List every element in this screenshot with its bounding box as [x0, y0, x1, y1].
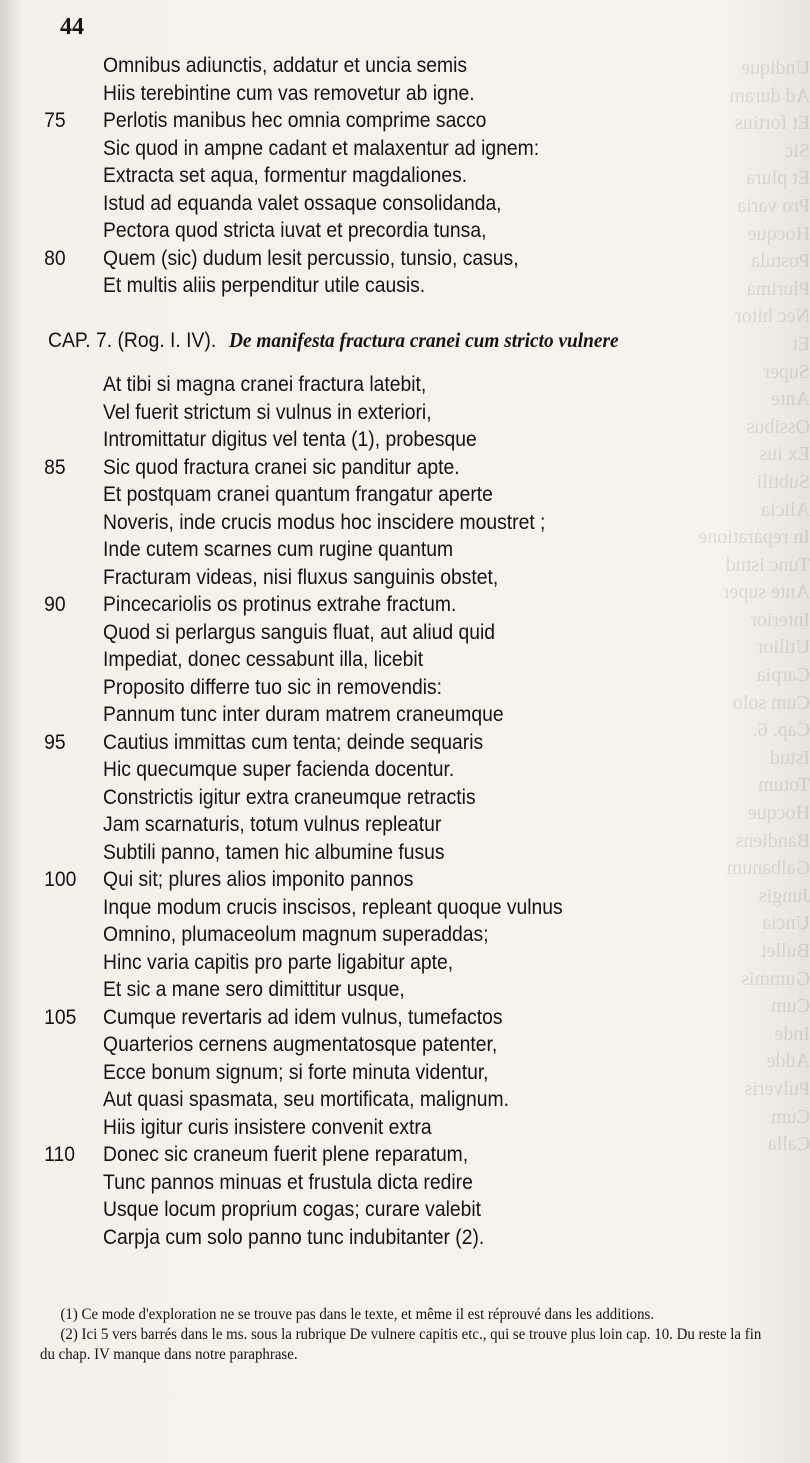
- bleed-through-line: Calla: [767, 1133, 810, 1156]
- verse-line: [0, 1196, 736, 1224]
- footnote-1: (1) Ce mode d'exploration ne se trouve pas dans le texte, et même il est réprouvé dans les additions.: [60, 1306, 655, 1323]
- verse-line: [0, 784, 736, 812]
- bleed-through-line: Et fortius: [735, 112, 810, 135]
- bleed-through-line: Bullet: [761, 940, 810, 962]
- verse-text: Quarterios cernens augmentatosque patenter,: [103, 1033, 498, 1056]
- verses-before-chapter: [0, 52, 736, 300]
- verse-text: Cautius immittas cum tenta; deinde sequaris: [103, 730, 484, 754]
- verse-line: [0, 272, 736, 300]
- verse-line: [0, 426, 736, 454]
- verse-line: [0, 619, 736, 647]
- verse-text: Tunc pannos minuas et frustula dicta redire: [103, 1170, 473, 1194]
- verse-text: Constrictis igitur extra craneumque retractis: [103, 785, 476, 809]
- bleed-through-line: In reparatione: [698, 526, 810, 549]
- verse-text: Qui sit; plures alios imponito pannos: [103, 868, 414, 891]
- verse-number: 110: [44, 1143, 75, 1166]
- verses-after-chapter: [0, 371, 736, 1251]
- verse-line: [0, 162, 736, 190]
- verse-text: Ecce bonum signum; si forte minuta videntur,: [103, 1060, 489, 1084]
- verse-line: [0, 1114, 736, 1142]
- verse-line: [0, 756, 736, 784]
- bleed-through-line: Hocque: [747, 222, 810, 245]
- footnote-2: (2) Ici 5 vers barrés dans le ms. sous la rubrique De vulnere capitis etc., qui se trouve plus loin cap. 10. Du reste la fin du chap. IV manque dans notre paraphrase.: [40, 1326, 762, 1363]
- chapter-label: CAP. 7. (Rog. I. IV).: [48, 329, 217, 352]
- verse-line: [0, 1169, 736, 1197]
- verse-line: [0, 1141, 736, 1169]
- bleed-through-line: Pulveris: [744, 1077, 810, 1100]
- verse-line: [0, 1224, 736, 1252]
- verse-text: Pannum tunc inter duram matrem craneumque: [103, 703, 504, 726]
- bleed-through-line: Pro varia: [737, 194, 810, 217]
- bleed-through-line: Super: [763, 360, 810, 383]
- verse-text: Fracturam videas, nisi fluxus sanguinis obstet,: [103, 565, 499, 589]
- verse-text: Subtili panno, tamen hic albumine fusus: [103, 840, 445, 864]
- verse-text: Et multis aliis perpenditur utile causis.: [103, 274, 426, 297]
- bleed-through-line: Cum solo: [732, 691, 810, 714]
- verse-text: Omnibus adiunctis, addatur et uncia semis: [103, 54, 468, 77]
- bleed-through-line: Et: [792, 332, 810, 355]
- bleed-through-line: Subtili: [756, 470, 810, 493]
- verse-line: [0, 591, 736, 619]
- verse-text: Istud ad equanda valet ossaque consolidanda,: [103, 191, 502, 215]
- page-number: 44: [60, 14, 84, 40]
- footnotes: [40, 1305, 765, 1365]
- verse-line: [0, 1031, 736, 1059]
- verse-line: [0, 454, 736, 482]
- verse-text: Carpja cum solo panno tunc indubitanter (2).: [103, 1225, 485, 1249]
- verse-text: At tibi si magna cranei fractura latebit,: [103, 373, 427, 396]
- verse-number: 95: [44, 730, 66, 754]
- bleed-through-line: Ante: [771, 388, 810, 411]
- bleed-through-line: Adde: [766, 1050, 810, 1073]
- verse-line: [0, 866, 736, 894]
- chapter-heading: [48, 328, 729, 353]
- verse-text: Intromittatur digitus vel tenta (1), probesque: [103, 428, 477, 451]
- verse-text: Hinc varia capitis pro parte ligabitur apte,: [103, 950, 454, 974]
- bleed-through-line: Tunc istud: [725, 553, 810, 576]
- verse-line: [0, 80, 736, 108]
- verse-text: Jam scarnaturis, totum vulnus repleatur: [103, 813, 442, 836]
- verse-text: Et sic a mane sero dimittitur usque,: [103, 978, 405, 1001]
- verse-text: Hiis igitur curis insistere convenit extra: [103, 1115, 432, 1139]
- verse-line: [0, 371, 736, 399]
- verse-text: Proposito differre tuo sic in removendis:: [103, 675, 443, 699]
- verse-line: [0, 646, 736, 674]
- bleed-through-line: Et plura: [746, 167, 810, 190]
- bleed-through-line: Cum: [771, 995, 810, 1018]
- verse-text: Hic quecumque super facienda docentur.: [103, 758, 455, 781]
- verse-line: [0, 1059, 736, 1087]
- verse-number: 105: [44, 1005, 77, 1029]
- bleed-through-line: Utilior: [756, 636, 810, 659]
- verse-line: [0, 52, 736, 80]
- verse-number: 100: [44, 868, 77, 891]
- verse-number: 80: [44, 246, 66, 270]
- verse-line: [0, 190, 736, 218]
- bleed-through-line: Cap. 6.: [752, 719, 810, 742]
- bleed-through-line: Jungis: [758, 884, 810, 907]
- verse-line: [0, 921, 736, 949]
- bleed-through-line: Ossibus: [746, 415, 810, 438]
- verse-line: [0, 107, 736, 135]
- verse-line: [0, 1086, 736, 1114]
- verse-line: [0, 399, 736, 427]
- verse-line: [0, 564, 736, 592]
- bleed-through-line: Inde: [774, 1022, 810, 1045]
- bleed-through-line: Galbanum: [726, 857, 810, 880]
- bleed-through-line: Sic: [784, 139, 810, 162]
- bleed-through-line: Carpia: [756, 664, 810, 687]
- bleed-through-line: Hocque: [747, 802, 810, 825]
- verse-text: Quem (sic) dudum lesit percussio, tunsio, casus,: [103, 246, 519, 270]
- verse-text: Pectora quod stricta iuvat et precordia tunsa,: [103, 219, 487, 242]
- bleed-through-line: Ante super: [722, 581, 810, 604]
- bleed-through-line: Istud: [770, 746, 810, 769]
- bleed-through-line: Ad duram: [729, 84, 810, 107]
- verse-line: [0, 245, 736, 273]
- verse-text: Sic quod fractura cranei sic panditur apte.: [103, 455, 460, 479]
- bleed-through-line: Ex ius: [759, 443, 810, 466]
- verse-line: [0, 839, 736, 867]
- bleed-through-line: Alicia: [761, 498, 810, 521]
- verse-line: [0, 701, 736, 729]
- verse-text: Donec sic craneum fuerit plene reparatum,: [103, 1143, 469, 1166]
- verse-text: Usque locum proprium cogas; curare valebit: [103, 1198, 482, 1221]
- bleed-through-line: Uncia: [762, 912, 810, 935]
- verse-text: Perlotis manibus hec omnia comprime sacco: [103, 109, 487, 132]
- verse-line: [0, 135, 736, 163]
- verse-text: Inque modum crucis inscisos, repleant quoque vulnus: [103, 895, 563, 919]
- verse-text: Sic quod in ampne cadant et malaxentur ad ignem:: [103, 136, 540, 160]
- verse-line: [0, 674, 736, 702]
- bleed-through-line: Nec hitor: [735, 305, 810, 328]
- bleed-through-line: Undique: [741, 57, 810, 79]
- bleed-through-line: Gummis: [741, 967, 810, 990]
- verse-line: [0, 894, 736, 922]
- verse-text: Pincecariolis os protinus extrahe fractum.: [103, 593, 457, 616]
- bleed-through-line: Cum: [771, 1105, 810, 1128]
- chapter-title: De manifesta fractura cranei cum stricto vulnere: [228, 328, 619, 352]
- bleed-through-line: Totum: [758, 774, 810, 797]
- verse-line: [0, 729, 736, 757]
- verse-text: Vel fuerit strictum si vulnus in exteriori,: [103, 400, 432, 424]
- verse-number: 90: [44, 593, 66, 616]
- verse-line: [0, 509, 736, 537]
- bleed-through-line: Interior: [750, 608, 810, 631]
- bleed-through-line: Plurima: [746, 277, 810, 300]
- verse-text: Impediat, donec cessabunt illa, licebit: [103, 648, 424, 671]
- verse-text: Inde cutem scarnes cum rugine quantum: [103, 538, 454, 561]
- verse-line: [0, 976, 736, 1004]
- bleed-through-line: Bandiens: [735, 829, 810, 852]
- verse-line: [0, 481, 736, 509]
- verse-text: Cumque revertaris ad idem vulnus, tumefactos: [103, 1005, 503, 1029]
- verse-line: [0, 217, 736, 245]
- verse-line: [0, 1004, 736, 1032]
- verse-number: 75: [44, 109, 66, 132]
- verse-text: Omnino, plumaceolum magnum superaddas;: [103, 923, 489, 946]
- verse-text: Hiis terebintine cum vas removetur ab igne.: [103, 81, 475, 105]
- verse-number: 85: [44, 455, 66, 479]
- bleed-through-line: Postula: [751, 250, 810, 273]
- verse-line: [0, 536, 736, 564]
- verse-text: Et postquam cranei quantum frangatur aperte: [103, 483, 493, 506]
- verse-text: Noveris, inde crucis modus hoc inscidere moustret ;: [103, 510, 546, 534]
- verse-text: Quod si perlargus sanguis fluat, aut aliud quid: [103, 620, 496, 644]
- verse-line: [0, 811, 736, 839]
- verse-text: Aut quasi spasmata, seu mortificata, malignum.: [103, 1088, 509, 1111]
- verse-text: Extracta set aqua, formentur magdaliones.: [103, 164, 468, 187]
- verse-line: [0, 949, 736, 977]
